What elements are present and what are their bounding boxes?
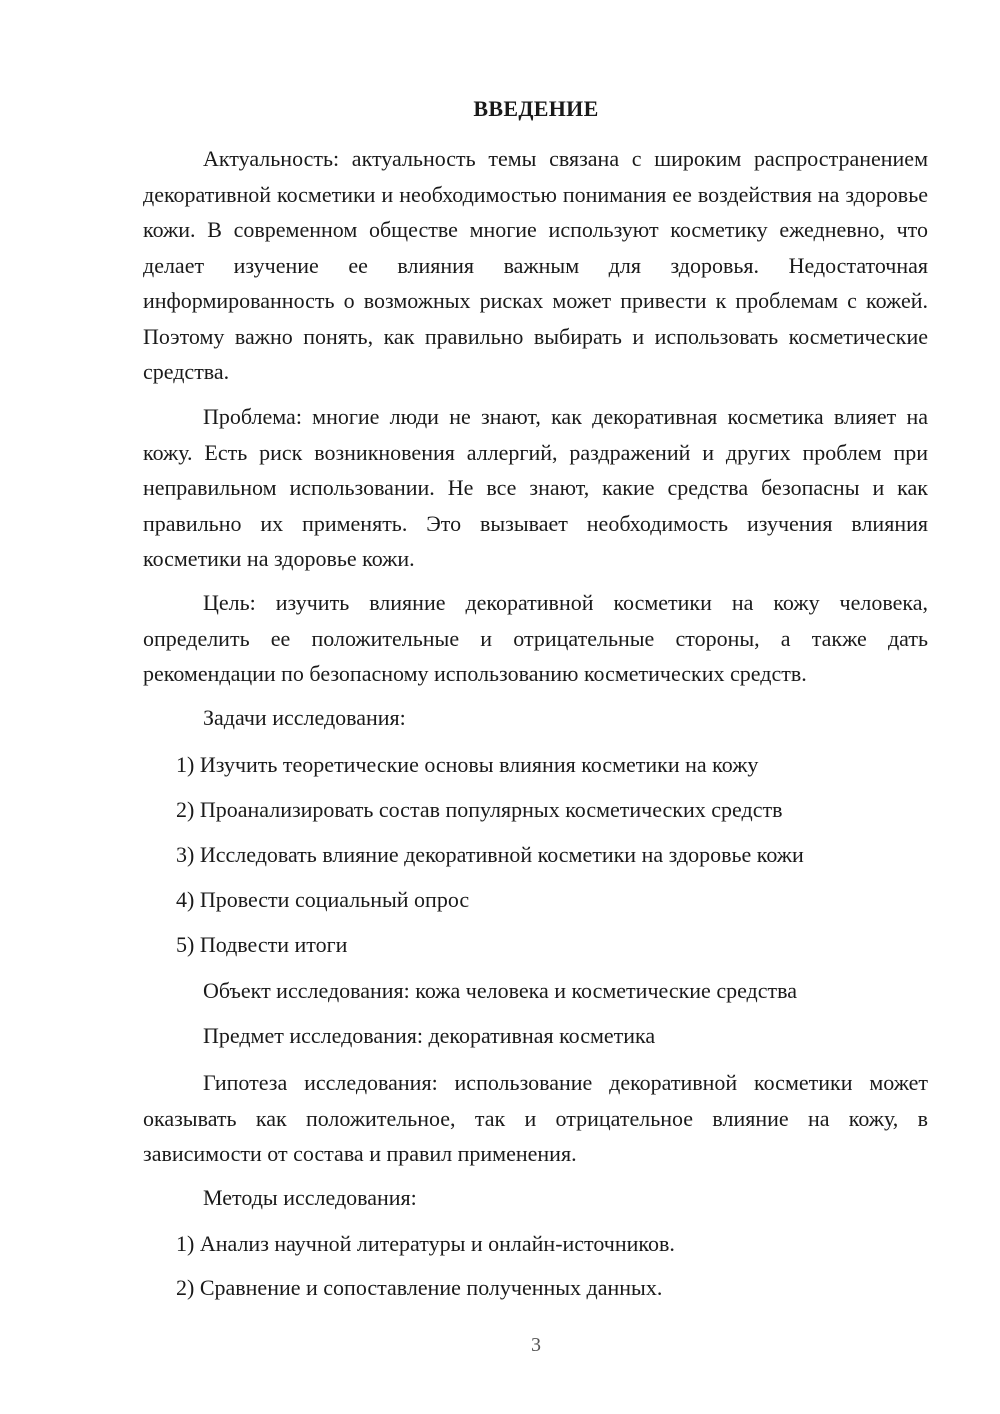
task-item-1: 1) Изучить теоретические основы влияния косметики на кожу bbox=[176, 752, 759, 777]
paragraph-problem: Проблема: многие люди не знают, как декоративная косметика влияет на кожу. Есть риск возникновения аллергий, раздражений и других проблем при неправильном использовании. Не все знают, какие средства безопасны и как правильно их применять. Это вызывает необходимость изучения влияния косметики на здоровье кожи. bbox=[143, 404, 928, 571]
task-item-2: 2) Проанализировать состав популярных косметических средств bbox=[176, 797, 783, 822]
method-item-2: 2) Сравнение и сопоставление полученных данных. bbox=[176, 1275, 663, 1300]
task-item-4: 4) Провести социальный опрос bbox=[176, 887, 470, 912]
page-title: ВВЕДЕНИЕ bbox=[473, 96, 599, 121]
method-item-1: 1) Анализ научной литературы и онлайн-источников. bbox=[176, 1231, 675, 1256]
methods-heading: Методы исследования: bbox=[203, 1185, 417, 1210]
research-object: Объект исследования: кожа человека и косметические средства bbox=[203, 978, 797, 1003]
research-subject: Предмет исследования: декоративная косметика bbox=[203, 1023, 656, 1048]
paragraph-goal: Цель: изучить влияние декоративной косметики на кожу человека, определить ее положительные и отрицательные стороны, а также дать рекомендации по безопасному использованию косметических средств. bbox=[143, 590, 928, 686]
paragraph-relevance: Актуальность: актуальность темы связана с широким распространением декоративной косметики и необходимостью понимания ее воздействия на здоровье кожи. В современном обществе многие используют косметику ежедневно, что делает изучение ее влияния важным для здоровья. Недостаточная информированность о возможных рисках может привести к проблемам с кожей. Поэтому важно понять, как правильно выбирать и использовать косметические средства. bbox=[143, 146, 928, 384]
task-item-5: 5) Подвести итоги bbox=[176, 932, 348, 957]
task-item-3: 3) Исследовать влияние декоративной косметики на здоровье кожи bbox=[176, 842, 804, 867]
page-number: 3 bbox=[531, 1334, 541, 1356]
paragraph-hypothesis: Гипотеза исследования: использование декоративной косметики может оказывать как положительное, так и отрицательное влияние на кожу, в зависимости от состава и правил применения. bbox=[143, 1070, 928, 1166]
tasks-heading: Задачи исследования: bbox=[203, 705, 406, 730]
